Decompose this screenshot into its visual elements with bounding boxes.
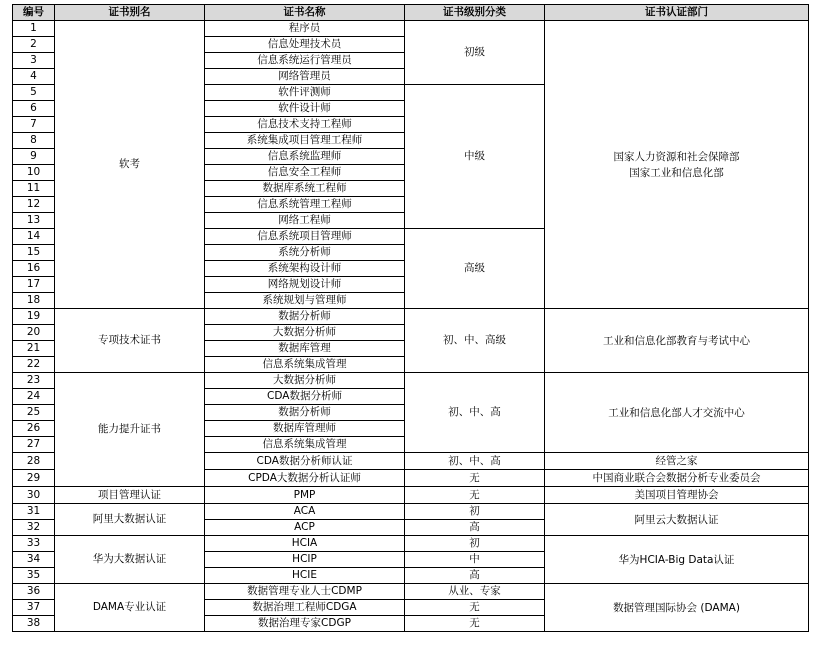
cert-number: 5 <box>13 85 55 101</box>
cert-name: 信息系统监理师 <box>205 149 405 165</box>
cert-name: 系统集成项目管理工程师 <box>205 133 405 149</box>
table-row <box>13 536 809 552</box>
cert-name: 系统规划与管理师 <box>205 293 405 309</box>
cert-number: 3 <box>13 53 55 69</box>
header-department: 证书认证部门 <box>545 5 809 21</box>
cert-number: 18 <box>13 293 55 309</box>
cert-number: 36 <box>13 584 55 600</box>
cert-number: 26 <box>13 421 55 437</box>
table-row <box>13 309 809 325</box>
cert-name: 大数据分析师 <box>205 325 405 341</box>
cert-name: 数据治理专家CDGP <box>205 616 405 632</box>
department-line: 华为HCIA-Big Data认证 <box>618 553 735 566</box>
cert-name: 信息系统运行管理员 <box>205 53 405 69</box>
department-line: 经管之家 <box>655 455 698 467</box>
department-line: 美国项目管理协会 <box>634 489 719 501</box>
department-line: 数据管理国际协会 (DAMA) <box>613 601 740 614</box>
cert-alias: DAMA专业认证 <box>55 584 205 632</box>
cert-department <box>545 584 809 632</box>
cert-level: 初、中、高级 <box>405 309 545 373</box>
cert-number: 13 <box>13 213 55 229</box>
cert-level: 高 <box>405 568 545 584</box>
cert-department <box>545 536 809 584</box>
cert-level: 初、中、高 <box>405 373 545 453</box>
cert-name: 数据管理专业人士CDMP <box>205 584 405 600</box>
cert-number: 6 <box>13 101 55 117</box>
cert-department <box>545 21 809 309</box>
cert-name: 信息系统管理工程师 <box>205 197 405 213</box>
cert-name: 软件评测师 <box>205 85 405 101</box>
cert-name: 信息系统项目管理师 <box>205 229 405 245</box>
cert-level: 初 <box>405 536 545 552</box>
table-row <box>13 373 809 389</box>
cert-number: 23 <box>13 373 55 389</box>
cert-name: 大数据分析师 <box>205 373 405 389</box>
cert-level: 无 <box>405 470 545 487</box>
cert-department <box>545 487 809 504</box>
cert-name: 信息系统集成管理 <box>205 357 405 373</box>
cert-number: 31 <box>13 504 55 520</box>
cert-number: 25 <box>13 405 55 421</box>
cert-alias: 华为大数据认证 <box>55 536 205 584</box>
cert-name: HCIP <box>205 552 405 568</box>
table-row <box>13 584 809 600</box>
cert-name: 网络规划设计师 <box>205 277 405 293</box>
certificate-table-container <box>12 4 809 632</box>
table-row <box>13 21 809 37</box>
cert-number: 19 <box>13 309 55 325</box>
cert-number: 34 <box>13 552 55 568</box>
cert-name: PMP <box>205 487 405 504</box>
cert-name: 网络工程师 <box>205 213 405 229</box>
department-line: 中国商业联合会数据分析专业委员会 <box>592 472 761 484</box>
cert-alias: 专项技术证书 <box>55 309 205 373</box>
cert-name: 数据库系统工程师 <box>205 181 405 197</box>
cert-name: ACP <box>205 520 405 536</box>
cert-number: 2 <box>13 37 55 53</box>
cert-name: 信息系统集成管理 <box>205 437 405 453</box>
cert-department <box>545 373 809 453</box>
cert-number: 14 <box>13 229 55 245</box>
cert-alias: 能力提升证书 <box>55 373 205 487</box>
cert-name: 程序员 <box>205 21 405 37</box>
cert-name: 数据库管理师 <box>205 421 405 437</box>
cert-number: 15 <box>13 245 55 261</box>
cert-name: 软件设计师 <box>205 101 405 117</box>
cert-number: 20 <box>13 325 55 341</box>
cert-number: 1 <box>13 21 55 37</box>
certificate-table <box>12 4 809 632</box>
cert-department <box>545 504 809 536</box>
cert-name: 数据分析师 <box>205 309 405 325</box>
cert-number: 7 <box>13 117 55 133</box>
department-line: 工业和信息化部教育与考试中心 <box>603 334 750 347</box>
cert-number: 21 <box>13 341 55 357</box>
cert-number: 32 <box>13 520 55 536</box>
cert-name: 数据治理工程师CDGA <box>205 600 405 616</box>
cert-name: CDA数据分析师认证 <box>205 453 405 470</box>
cert-alias: 项目管理认证 <box>55 487 205 504</box>
table-body <box>13 21 809 632</box>
table-row <box>13 504 809 520</box>
cert-name: 系统分析师 <box>205 245 405 261</box>
cert-department <box>545 309 809 373</box>
cert-number: 22 <box>13 357 55 373</box>
cert-department <box>545 453 809 470</box>
cert-number: 16 <box>13 261 55 277</box>
department-line: 工业和信息化部人才交流中心 <box>608 406 745 419</box>
cert-level: 无 <box>405 616 545 632</box>
cert-number: 9 <box>13 149 55 165</box>
cert-level: 初级 <box>405 21 545 85</box>
cert-number: 38 <box>13 616 55 632</box>
header-row <box>13 5 809 21</box>
cert-name: 信息处理技术员 <box>205 37 405 53</box>
cert-name: 数据库管理 <box>205 341 405 357</box>
cert-alias: 阿里大数据认证 <box>55 504 205 536</box>
department-line: 国家人力资源和社会保障部 <box>613 150 740 163</box>
header-cert-name: 证书名称 <box>205 5 405 21</box>
cert-name: 系统架构设计师 <box>205 261 405 277</box>
cert-level: 中 <box>405 552 545 568</box>
cert-name: CPDA大数据分析认证师 <box>205 470 405 487</box>
cert-name: 信息技术支持工程师 <box>205 117 405 133</box>
cert-name: 数据分析师 <box>205 405 405 421</box>
cert-number: 35 <box>13 568 55 584</box>
header-level: 证书级别分类 <box>405 5 545 21</box>
cert-number: 10 <box>13 165 55 181</box>
cert-number: 17 <box>13 277 55 293</box>
cert-level: 从业、专家 <box>405 584 545 600</box>
department-line: 阿里云大数据认证 <box>634 513 719 526</box>
cert-number: 28 <box>13 453 55 470</box>
cert-number: 12 <box>13 197 55 213</box>
table-row <box>13 487 809 504</box>
cert-level: 高 <box>405 520 545 536</box>
cert-name: ACA <box>205 504 405 520</box>
cert-number: 11 <box>13 181 55 197</box>
cert-level: 初 <box>405 504 545 520</box>
cert-level: 初、中、高 <box>405 453 545 470</box>
cert-level: 无 <box>405 487 545 504</box>
header-number: 编号 <box>13 5 55 21</box>
cert-department <box>545 470 809 487</box>
cert-number: 29 <box>13 470 55 487</box>
cert-number: 30 <box>13 487 55 504</box>
cert-number: 33 <box>13 536 55 552</box>
cert-name: 网络管理员 <box>205 69 405 85</box>
cert-number: 4 <box>13 69 55 85</box>
cert-level: 中级 <box>405 85 545 229</box>
header-alias: 证书别名 <box>55 5 205 21</box>
cert-number: 8 <box>13 133 55 149</box>
cert-level: 无 <box>405 600 545 616</box>
cert-number: 37 <box>13 600 55 616</box>
cert-number: 27 <box>13 437 55 453</box>
cert-name: 信息安全工程师 <box>205 165 405 181</box>
cert-name: HCIA <box>205 536 405 552</box>
cert-number: 24 <box>13 389 55 405</box>
table-header <box>13 5 809 21</box>
department-line: 国家工业和信息化部 <box>629 166 724 179</box>
cert-alias: 软考 <box>55 21 205 309</box>
cert-level: 高级 <box>405 229 545 309</box>
cert-name: HCIE <box>205 568 405 584</box>
cert-name: CDA数据分析师 <box>205 389 405 405</box>
